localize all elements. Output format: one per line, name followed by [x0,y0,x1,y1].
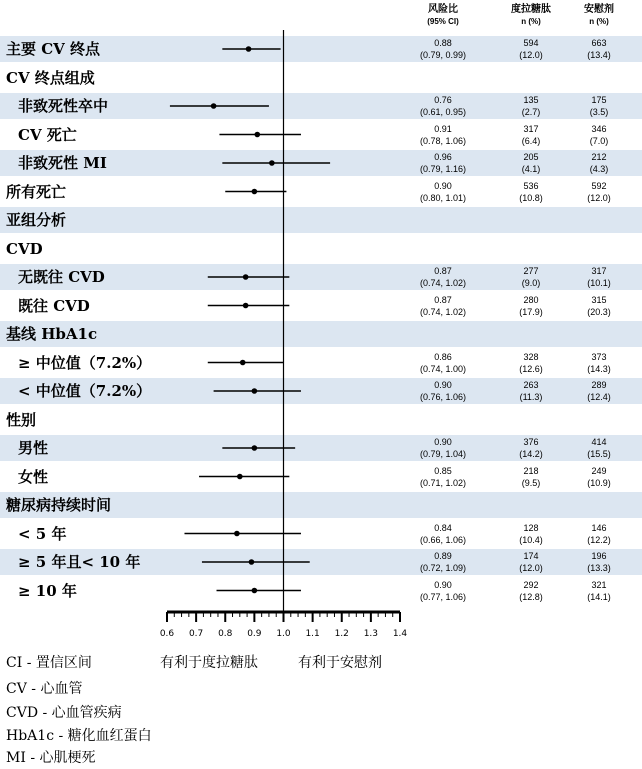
placebo-count-cell-sub: (4.3) [589,164,609,174]
estimate-point [269,160,275,166]
hazard-ratio-cell-value: 0.90 [434,180,452,191]
hazard-ratio-cell-value: 0.96 [434,152,452,162]
drug-count-cell-sub: (9.5) [521,477,541,488]
hazard-ratio-cell-value: 0.90 [434,380,452,390]
row-label: 无既往 CVD [18,268,105,286]
row-label: 女性 [18,467,49,486]
x-tick-label: 1.3 [363,629,379,639]
hazard-ratio-cell-value: 0.87 [434,266,452,276]
hazard-ratio-cell-value: 0.76 [434,95,452,105]
hazard-ratio-cell-sub: (0.79, 1.16) [419,164,467,174]
hazard-ratio-cell-value: 0.91 [434,123,452,134]
hazard-ratio-cell-sub: (0.74, 1.02) [419,278,467,288]
placebo-count-cell-value: 663 [591,38,607,48]
hazard-ratio-cell-sub: (0.79, 0.99) [419,50,467,60]
estimate-point [252,189,258,195]
row-label: 亚组分析 [6,211,67,229]
placebo-count-cell-value: 249 [591,465,607,476]
drug-count-cell-sub: (14.2) [519,449,543,459]
placebo-count-cell-sub: (10.9) [587,477,611,488]
drug-count-cell-value: 135 [523,95,539,105]
placebo-count-cell-sub: (20.3) [587,306,611,317]
placebo-count-cell-value: 315 [591,294,607,305]
hazard-ratio-cell-sub: (0.77, 1.06) [419,591,467,602]
hazard-ratio-cell-value: 0.87 [434,294,452,305]
header-placebo-sub: n (%) [589,17,609,26]
drug-count-cell-value: 174 [523,551,539,561]
x-tick-label: 0.8 [218,629,233,639]
placebo-count-cell-sub: (12.4) [587,392,611,402]
favor-drug-label: 有利于度拉糖肽 [160,655,258,671]
drug-count-cell-sub: (11.3) [519,392,543,402]
hazard-ratio-cell-sub: (0.61, 0.95) [419,107,467,117]
hazard-ratio-cell-sub: (0.74, 1.00) [419,363,467,374]
header-hr-sub: (95% CI) [427,17,459,26]
row-label: CVD [6,239,43,258]
drug-count-cell-value: 536 [523,180,539,191]
hazard-ratio-cell-value: 0.90 [434,579,452,590]
drug-count-cell-sub: (9.0) [521,278,541,288]
estimate-point [243,303,249,309]
hazard-ratio-cell-value: 0.90 [434,437,452,447]
placebo-count-cell-sub: (14.3) [587,363,611,374]
hazard-ratio-cell-sub: (0.71, 1.02) [419,477,467,488]
estimate-point [252,388,258,394]
drug-count-cell-sub: (2.7) [521,107,541,117]
hazard-ratio-cell-sub: (0.76, 1.06) [419,392,467,402]
drug-count-cell-sub: (10.4) [519,534,543,545]
row-label: 非致死性卒中 [18,97,109,115]
placebo-count-cell-value: 321 [591,579,607,590]
drug-count-cell-sub: (12.6) [519,363,543,374]
x-tick-label: 1.1 [305,629,320,639]
estimate-point [254,132,260,138]
x-tick-label: 1.0 [276,629,291,639]
row-label: ≥ 中位值（7.2%） [18,353,152,372]
legend-hba1c: HbA1c - 糖化血红蛋白 [6,728,152,744]
placebo-count-cell-sub: (12.0) [587,192,611,203]
placebo-count-cell-value: 196 [591,551,607,561]
drug-count-cell-value: 594 [523,38,539,48]
drug-count-cell-value: 328 [523,351,539,362]
drug-count-cell-sub: (12.0) [519,50,543,60]
row-label: 基线 HbA1c [6,325,98,343]
estimate-point [249,559,255,565]
hazard-ratio-cell-value: 0.89 [434,551,452,561]
x-tick-label: 1.4 [392,629,408,639]
row-label: 非致死性 MI [18,154,107,172]
placebo-count-cell-value: 346 [591,123,607,134]
legend-ci: CI - 置信区间 [6,655,92,671]
drug-count-cell-value: 218 [523,465,539,476]
placebo-count-cell-value: 146 [591,522,607,533]
drug-count-cell-sub: (12.0) [519,563,543,573]
hazard-ratio-cell-sub: (0.79, 1.04) [419,449,467,459]
placebo-count-cell-sub: (3.5) [589,107,609,117]
hazard-ratio-cell-value: 0.84 [434,522,452,533]
placebo-count-cell-sub: (12.2) [587,534,611,545]
estimate-point [252,445,258,451]
estimate-point [246,46,252,52]
drug-count-cell-sub: (17.9) [519,306,543,317]
favor-placebo-label: 有利于安慰剂 [298,655,382,671]
hazard-ratio-cell-sub: (0.78, 1.06) [419,135,467,146]
x-tick-label: 0.7 [188,629,204,639]
x-tick-label: 0.6 [159,629,175,639]
placebo-count-cell-value: 414 [591,437,607,447]
x-tick-label: 1.2 [334,629,349,639]
placebo-count-cell-sub: (13.3) [587,563,611,573]
row-label: 主要 CV 终点 [6,40,101,58]
estimate-point [243,274,249,280]
drug-count-cell-value: 277 [523,266,539,276]
row-label: 糖尿病持续时间 [6,496,112,514]
row-label: CV 终点组成 [6,68,95,87]
hazard-ratio-cell-value: 0.88 [434,38,452,48]
placebo-count-cell-sub: (13.4) [587,50,611,60]
drug-count-cell-value: 128 [523,522,539,533]
row-label: ≥ 5 年且< 10 年 [18,553,141,571]
drug-count-cell-value: 292 [523,579,539,590]
header-placebo-label: 安慰剂 [584,4,614,15]
placebo-count-cell-value: 592 [591,180,607,191]
estimate-point [240,360,246,366]
drug-count-cell-value: 263 [523,380,539,390]
placebo-count-cell-sub: (15.5) [587,449,611,459]
drug-count-cell-sub: (12.8) [519,591,543,602]
placebo-count-cell-sub: (14.1) [587,591,611,602]
legend-cvd: CVD - 心血管疾病 [6,705,122,721]
estimate-point [237,474,243,480]
estimate-point [211,103,217,109]
drug-count-cell-value: 205 [523,152,539,162]
drug-count-cell-value: 280 [523,294,539,305]
row-label: 既往 CVD [18,296,90,315]
x-tick-label: 0.9 [247,629,262,639]
hazard-ratio-cell-sub: (0.80, 1.01) [419,192,467,203]
hazard-ratio-cell-value: 0.86 [434,351,452,362]
placebo-count-cell-value: 212 [591,152,607,162]
header-hr-label: 风险比 [428,4,458,15]
row-label: CV 死亡 [18,125,77,144]
placebo-count-cell-sub: (10.1) [587,278,611,288]
hazard-ratio-cell-sub: (0.74, 1.02) [419,306,467,317]
placebo-count-cell-value: 289 [591,380,607,390]
placebo-count-cell-value: 317 [591,266,607,276]
header-drug-sub: n (%) [521,17,541,26]
row-label: 男性 [18,439,49,457]
row-label: < 5 年 [18,524,67,543]
row-label: 所有死亡 [6,182,67,201]
placebo-count-cell-value: 175 [591,95,607,105]
row-label: 性别 [6,410,37,429]
drug-count-cell-sub: (4.1) [521,164,541,174]
legend-mi: MI - 心肌梗死 [6,750,96,766]
drug-count-cell-sub: (10.8) [519,192,543,203]
drug-count-cell-value: 317 [523,123,539,134]
placebo-count-cell-sub: (7.0) [589,135,609,146]
drug-count-cell-sub: (6.4) [521,135,541,146]
hazard-ratio-cell-value: 0.85 [434,465,452,476]
row-label: ≥ 10 年 [18,581,77,600]
placebo-count-cell-value: 373 [591,351,607,362]
estimate-point [252,588,258,594]
hazard-ratio-cell-sub: (0.72, 1.09) [419,563,467,573]
header-drug-label: 度拉糖肽 [511,4,551,15]
estimate-point [234,531,240,537]
row-label: < 中位值（7.2%） [18,382,152,400]
drug-count-cell-value: 376 [523,437,539,447]
hazard-ratio-cell-sub: (0.66, 1.06) [419,534,467,545]
legend-cv: CV - 心血管 [6,681,83,697]
